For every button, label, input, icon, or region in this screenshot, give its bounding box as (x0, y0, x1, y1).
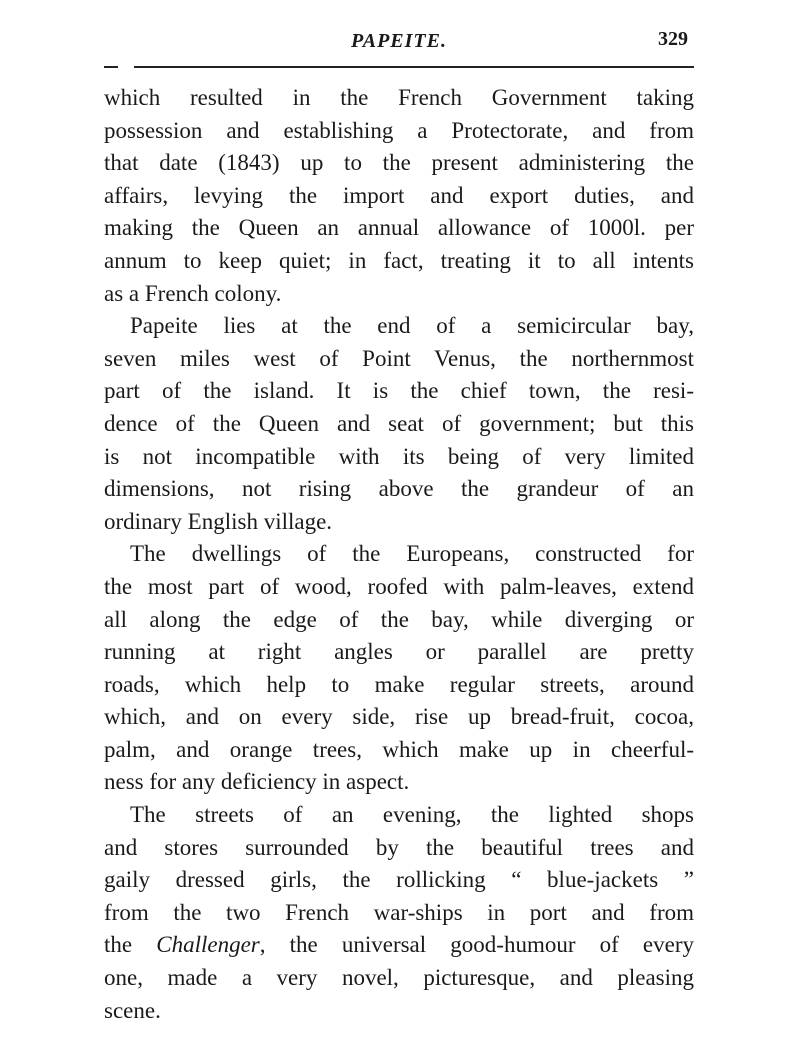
text-line (104, 929, 694, 962)
paragraph-1 (104, 82, 694, 310)
text-line: as a French colony. (104, 280, 282, 306)
text-line: gaily dressed girls, the rollicking “ blue-jackets ” (104, 867, 694, 893)
header-rule (104, 66, 694, 68)
text-line: possession and establishing a Protectorate, and from (104, 117, 694, 143)
text-line: affairs, levying the import and export duties, and (104, 182, 694, 208)
text-line: The dwellings of the Europeans, constructed for (130, 541, 694, 567)
text-line: palm, and orange trees, which make up in cheerful- (104, 736, 694, 762)
text-line: one, made a very novel, picturesque, and pleasing (104, 965, 694, 991)
paragraph-4 (104, 799, 694, 1027)
ship-name: Challenger (156, 932, 260, 958)
body-text (104, 82, 694, 1027)
text-line: roads, which help to make regular streets, around (104, 671, 694, 697)
text-line: ordinary English village. (104, 508, 333, 534)
text-line: seven miles west of Point Venus, the northernmost (104, 345, 694, 371)
text-line: ness for any deficiency in aspect. (104, 769, 410, 795)
book-page (104, 26, 694, 1023)
text-line: Papeite lies at the end of a semicircular bay, (130, 313, 694, 339)
text-line: is not incompatible with its being of very limited (104, 443, 694, 469)
text-line: which resulted in the French Government taking (104, 85, 694, 110)
paragraph-2 (104, 310, 694, 538)
text-line: from the two French war-ships in port and from (104, 899, 694, 925)
text-line: dimensions, not rising above the grandeur of an (104, 476, 694, 502)
paragraph-3 (104, 538, 694, 799)
page-number: 329 (658, 28, 688, 50)
text-line: dence of the Queen and seat of government; but this (104, 410, 694, 436)
text-line: part of the island. It is the chief town, the resi- (104, 378, 694, 404)
text-fragment: , the universal good-humour of every (259, 932, 694, 958)
text-fragment: the (104, 932, 157, 958)
text-line: which, and on every side, rise up bread-fruit, cocoa, (104, 704, 694, 730)
text-line: and stores surrounded by the beautiful trees and (104, 834, 694, 860)
text-line: all along the edge of the bay, while diverging or (104, 606, 694, 632)
text-line: making the Queen an annual allowance of 1000l. per (104, 215, 694, 241)
text-line: scene. (104, 997, 161, 1023)
header-rule-gap (118, 63, 134, 69)
running-head (104, 26, 694, 56)
text-line: that date (1843) up to the present administering the (104, 150, 694, 176)
running-title: PAPEITE. (351, 30, 447, 52)
text-line: annum to keep quiet; in fact, treating it to all intents (104, 247, 694, 273)
text-line: running at right angles or parallel are pretty (104, 639, 694, 665)
text-line: the most part of wood, roofed with palm-leaves, extend (104, 573, 694, 599)
text-line: The streets of an evening, the lighted shops (130, 802, 694, 828)
